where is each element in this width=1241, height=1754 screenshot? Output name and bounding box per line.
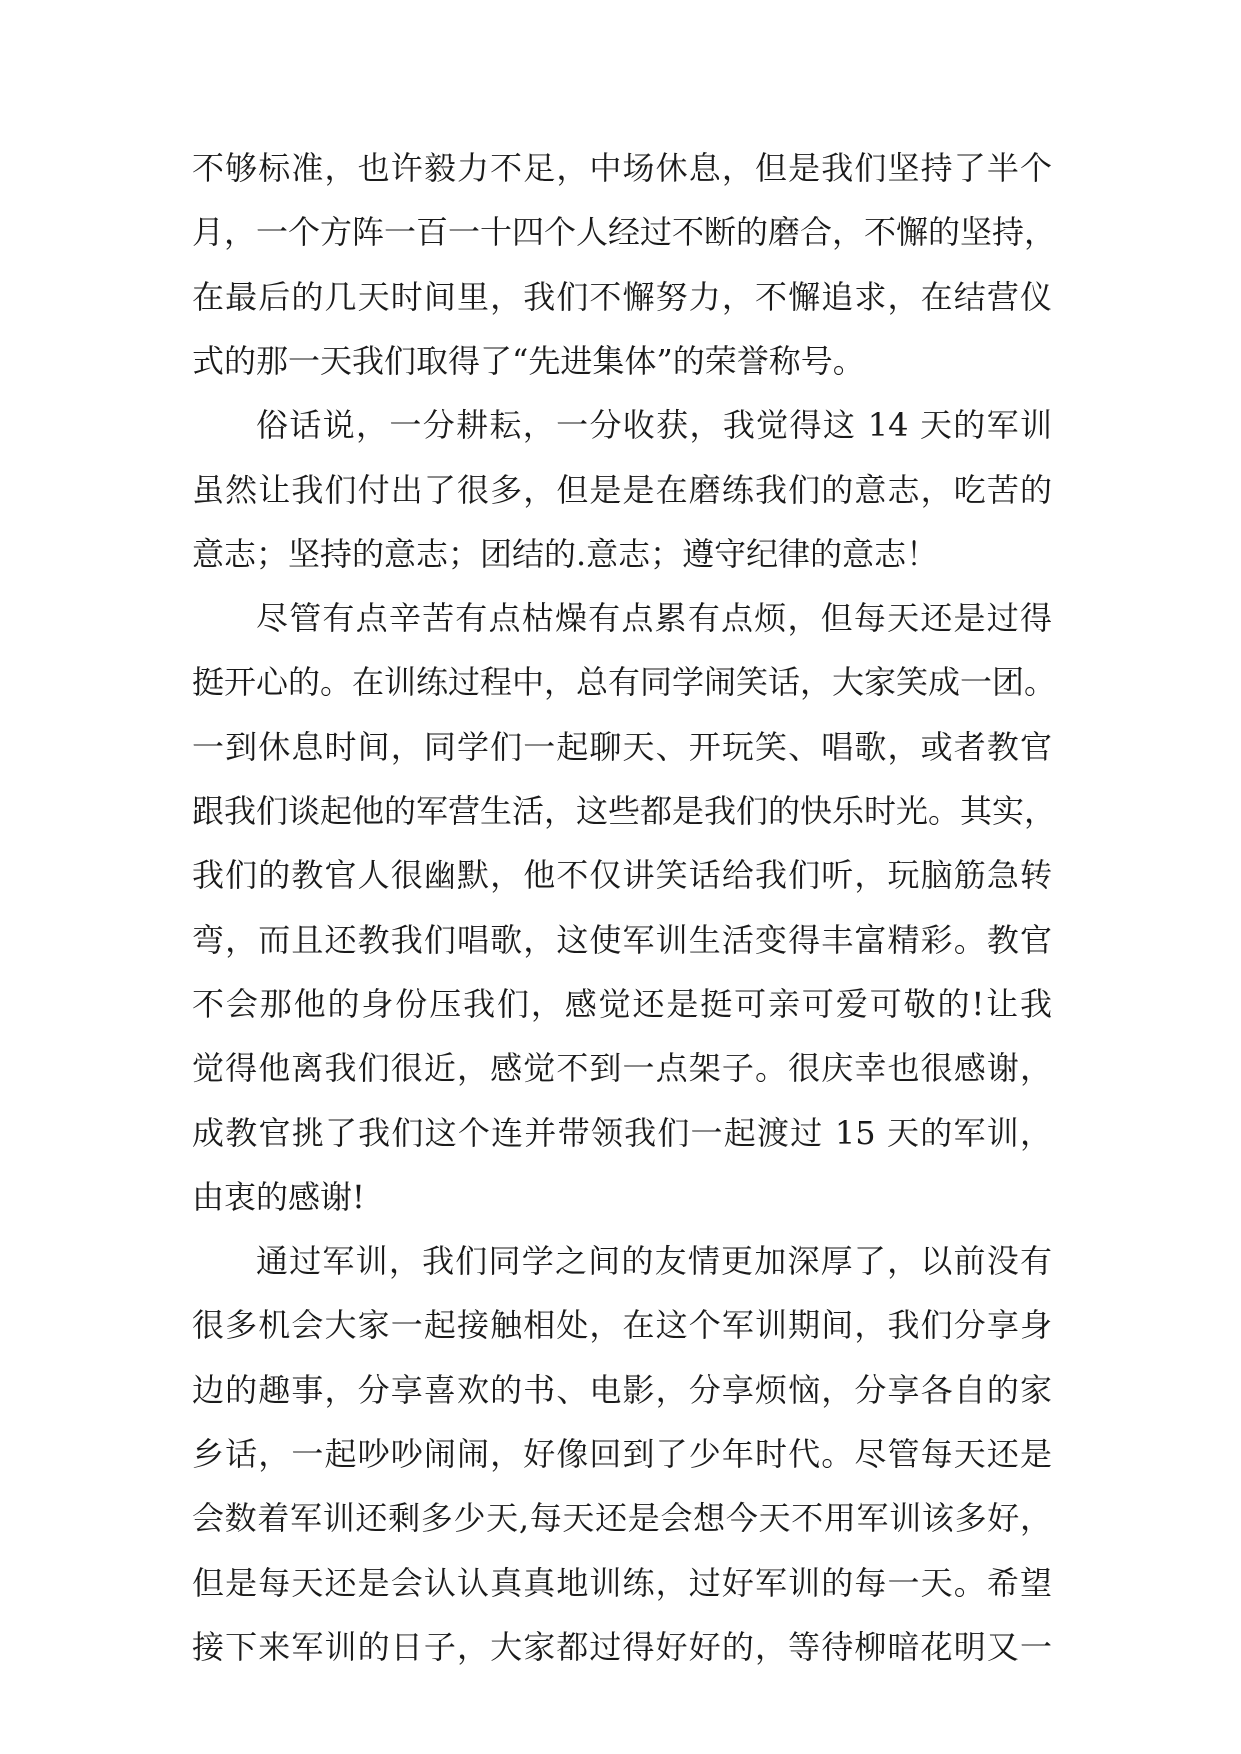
text-line: 尽管有点辛苦有点枯燥有点累有点烦，但每天还是过得 <box>256 599 1052 637</box>
text-line: 不会那他的身份压我们，感觉还是挺可亲可爱可敬的!让我 <box>192 985 1052 1023</box>
text-line: 弯，而且还教我们唱歌，这使军训生活变得丰富精彩。教官 <box>192 921 1052 959</box>
text-line: 成教官挑了我们这个连并带领我们一起渡过 15 天的军训， <box>192 1114 1052 1152</box>
text-line: 虽然让我们付出了很多，但是是在磨练我们的意志，吃苦的 <box>192 471 1052 509</box>
text-line: 挺开心的。在训练过程中，总有同学闹笑话，大家笑成一团。 <box>192 663 1057 701</box>
text-line: 觉得他离我们很近，感觉不到一点架子。很庆幸也很感谢， <box>192 1049 1052 1087</box>
text-line: 一到休息时间，同学们一起聊天、开玩笑、唱歌，或者教官 <box>192 728 1052 766</box>
text-line: 在最后的几天时间里，我们不懈努力，不懈追求，在结营仪 <box>192 278 1052 316</box>
text-line: 俗话说，一分耕耘，一分收获，我觉得这 14 天的军训 <box>256 406 1052 444</box>
text-line: 式的那一天我们取得了“先进集体”的荣誉称号。 <box>192 342 865 380</box>
text-line: 我们的教官人很幽默，他不仅讲笑话给我们听，玩脑筋急转 <box>192 856 1052 894</box>
text-line: 跟我们谈起他的军营生活，这些都是我们的快乐时光。其实， <box>192 792 1057 830</box>
text-line: 由衷的感谢! <box>192 1178 365 1216</box>
text-line: 接下来军训的日子，大家都过得好好的，等待柳暗花明又一 <box>192 1628 1052 1666</box>
text-line: 边的趣事，分享喜欢的书、电影，分享烦恼，分享各自的家 <box>192 1371 1052 1409</box>
text-line: 意志；坚持的意志；团结的.意志；遵守纪律的意志！ <box>192 535 939 573</box>
text-line: 月，一个方阵一百一十四个人经过不断的磨合，不懈的坚持， <box>192 213 1057 251</box>
text-line: 不够标准，也许毅力不足，中场休息，但是我们坚持了半个 <box>192 149 1052 187</box>
text-line: 乡话，一起吵吵闹闹，好像回到了少年时代。尽管每天还是 <box>192 1435 1052 1473</box>
text-line: 通过军训，我们同学之间的友情更加深厚了，以前没有 <box>256 1242 1052 1280</box>
text-line: 会数着军训还剩多少天,每天还是会想今天不用军训该多好， <box>192 1499 1052 1537</box>
text-line: 但是每天还是会认认真真地训练，过好军训的每一天。希望 <box>192 1564 1052 1602</box>
text-line: 很多机会大家一起接触相处，在这个军训期间，我们分享身 <box>192 1306 1052 1344</box>
